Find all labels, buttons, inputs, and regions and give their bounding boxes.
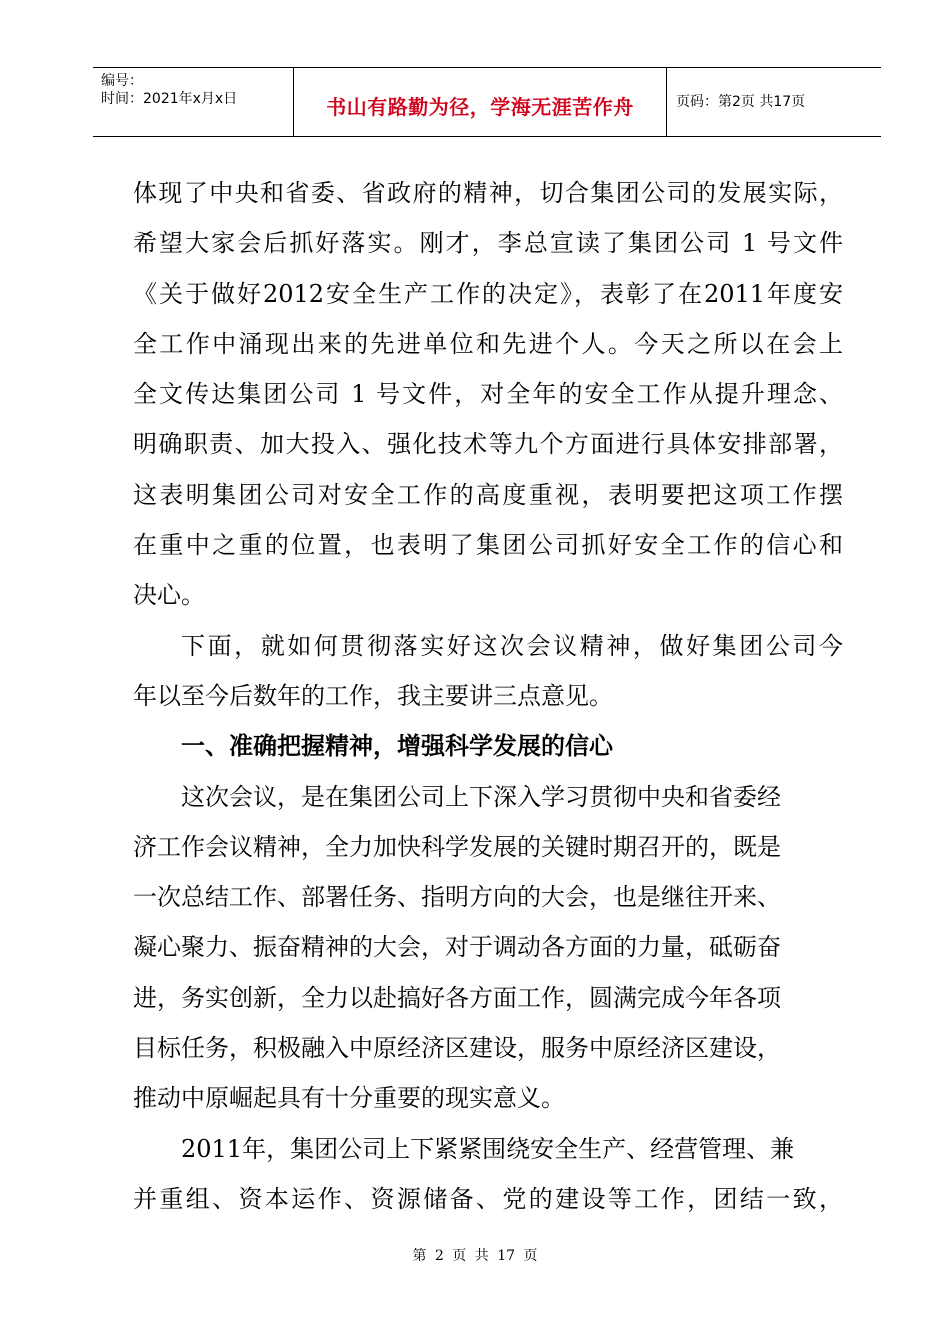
text-line: 这次会议，是在集团公司上下深入学习贯彻中央和省委经 [181, 782, 781, 811]
text-line: 在重中之重的位置，也表明了集团公司抓好安全工作的信心和 [133, 531, 843, 560]
text-line: 年以至今后数年的工作，我主要讲三点意见。 [133, 681, 613, 710]
page-footer: 第 2 页 共 17 页 [412, 1248, 538, 1264]
text-line: 进，务实创新，全力以赴搞好各方面工作，圆满完成今年各项 [133, 983, 781, 1012]
text-line: 体现了中央和省委、省政府的精神，切合集团公司的发展实际， [133, 179, 843, 207]
text-line: 这表明集团公司对安全工作的高度重视，表明要把这项工作摆 [133, 480, 843, 509]
text-line: 凝心聚力、振奋精神的大会，对于调动各方面的力量，砥砺奋 [133, 933, 781, 962]
header-page-info: 页码：第2页 共17页 [676, 94, 806, 110]
document-body [133, 168, 843, 1224]
page-header [93, 67, 881, 137]
document-time-label: 时间：2021年x月x日 [101, 91, 238, 107]
section-heading: 一、准确把握精神，增强科学发展的信心 [181, 732, 613, 761]
header-motto: 书山有路勤为径，学海无涯苦作舟 [326, 95, 634, 119]
document-number-label: 编号： [101, 73, 143, 89]
text-line: 目标任务，积极融入中原经济区建设，服务中原经济区建设， [133, 1034, 781, 1063]
text-line: 推动中原崛起具有十分重要的现实意义。 [133, 1084, 565, 1113]
text-line: 下面，就如何贯彻落实好这次会议精神，做好集团公司今 [181, 631, 843, 660]
text-line: 希望大家会后抓好落实。刚才，李总宣读了集团公司 1 号文件 [133, 229, 843, 258]
text-line: 济工作会议精神，全力加快科学发展的关键时期召开的，既是 [133, 832, 781, 861]
text-line: 全工作中涌现出来的先进单位和先进个人。今天之所以在会上 [133, 329, 843, 358]
text-line: 全文传达集团公司 1 号文件，对全年的安全工作从提升理念、 [133, 380, 843, 409]
text-line: 决心。 [133, 581, 205, 610]
text-line: 2011年，集团公司上下紧紧围绕安全生产、经营管理、兼 [181, 1134, 795, 1163]
header-motto-cell [293, 68, 667, 136]
text-line: 《关于做好2012安全生产工作的决定》，表彰了在2011年度安 [133, 279, 843, 308]
text-line: 并重组、资本运作、资源储备、党的建设等工作，团结一致， [133, 1184, 843, 1213]
header-page-cell [666, 68, 881, 136]
text-line: 一次总结工作、部署任务、指明方向的大会，也是继往开来、 [133, 883, 781, 912]
header-meta-cell [93, 68, 293, 136]
text-line: 明确职责、加大投入、强化技术等九个方面进行具体安排部署， [133, 430, 843, 459]
